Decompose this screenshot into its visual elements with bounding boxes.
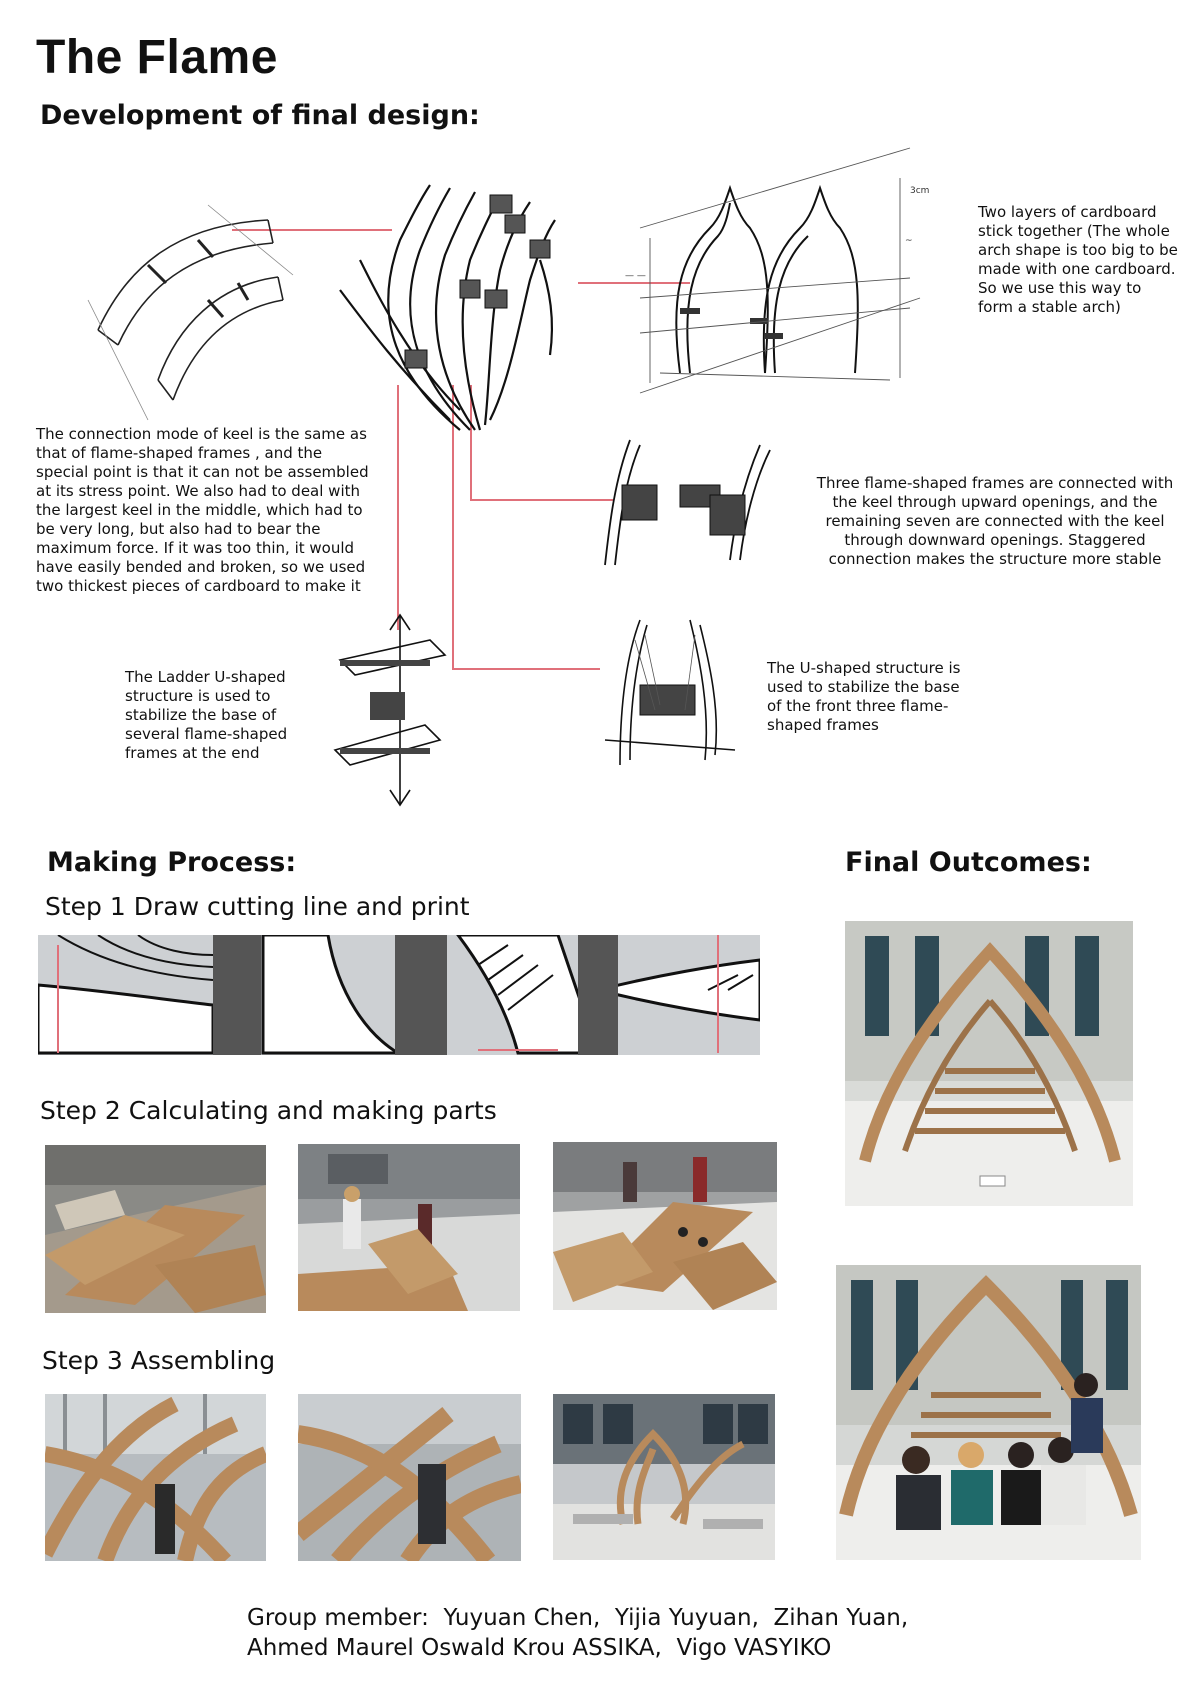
keel-sketch [88, 205, 298, 420]
final-outcomes-heading: Final Outcomes: [845, 847, 1092, 878]
two-layers-note: Two layers of cardboard stick together (The whole arch shape is too big to be made with one cardboard. So we use this way to form a stable arch) [978, 203, 1178, 316]
step-3-label: Step 3 Assembling [42, 1346, 276, 1375]
assembling-photo-1 [45, 1394, 266, 1561]
assembling-photo-3 [553, 1394, 775, 1560]
u-shaped-note: The U-shaped structure is used to stabilize the base of the front three flame-shaped frames [767, 659, 961, 734]
u-shape-sketch [605, 620, 745, 765]
flame-structure-sketch [340, 180, 590, 450]
making-parts-photo-1 [45, 1145, 266, 1313]
making-parts-photo-2 [298, 1144, 520, 1311]
svg-text:3cm: 3cm [910, 186, 930, 196]
step-2-label: Step 2 Calculating and making parts [40, 1096, 497, 1125]
making-process-heading: Making Process: [47, 847, 297, 878]
connection-sketch [600, 440, 780, 565]
group-members-line-1: Group member: Yuyuan Chen, Yijia Yuyuan, Zihan Yuan, [247, 1605, 909, 1631]
development-heading: Development of final design: [40, 100, 480, 131]
assembling-photo-2 [298, 1394, 521, 1561]
three-frames-note: Three flame-shaped frames are connected with the keel through upward openings, and the remaining seven are connected with the keel through downward openings. Staggered connection makes the structure more stable [816, 474, 1174, 568]
final-outcome-photo-2 [836, 1265, 1141, 1560]
step-1-label: Step 1 Draw cutting line and print [45, 892, 470, 921]
arch-layers-sketch [625, 148, 940, 413]
ladder-sketch [330, 610, 450, 805]
keel-note: The connection mode of keel is the same as that of flame-shaped frames , and the special point is that it can not be assembled at its stress point. We also had to deal with the largest keel in the middle, which had to be very long, but also had to bear the maximum force. If it was too thin, it would have easily bended and broken, so we used two thickest pieces of cardboard to make it [36, 425, 369, 595]
svg-text:~: ~ [905, 236, 913, 246]
svg-text:— —: — — [625, 271, 646, 281]
page-title: The Flame [36, 31, 278, 84]
cutting-line-print-image [38, 935, 760, 1055]
group-members-line-2: Ahmed Maurel Oswald Krou ASSIKA, Vigo VASYIKO [247, 1635, 832, 1661]
final-outcome-photo-1 [845, 921, 1133, 1206]
ladder-note: The Ladder U-shaped structure is used to stabilize the base of several flame-shaped frames at the end [125, 668, 288, 762]
making-parts-photo-3 [553, 1142, 777, 1310]
